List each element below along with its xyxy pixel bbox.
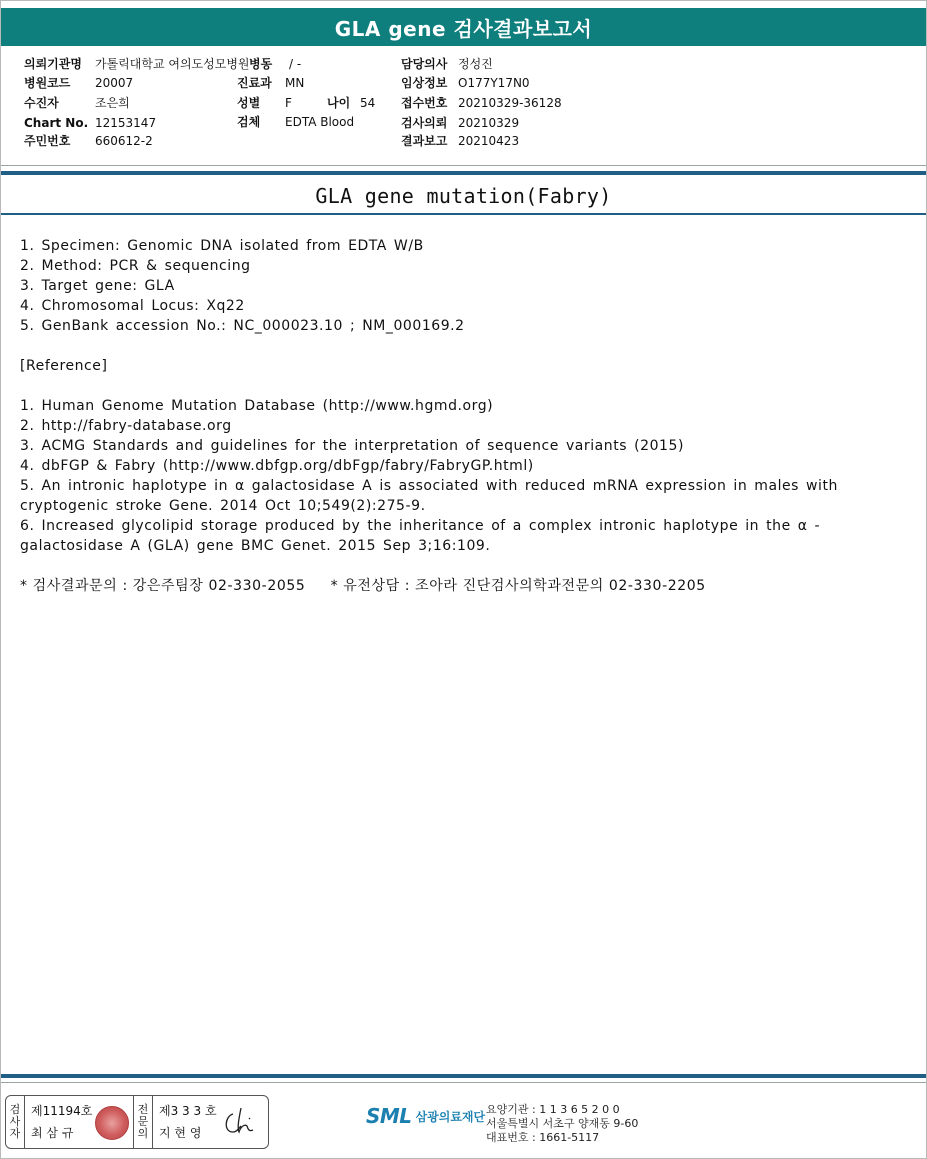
clinical-info-value: O177Y17N0 <box>458 76 530 90</box>
care-code: 요양기관 : 1 1 3 6 5 2 0 0 <box>486 1103 620 1116</box>
department-value: MN <box>285 76 305 90</box>
report-title: GLA gene 검사결과보고서 <box>1 8 926 46</box>
contact-info: * 검사결과문의 : 강은주팀장 02-330-2055 * 유전상담 : 조아라 진단검사의학과전문의 02-330-2205 <box>20 578 706 594</box>
method-line: 4. Chromosomal Locus: Xq22 <box>20 298 245 314</box>
footer-divider-thick <box>1 1074 926 1078</box>
receipt-no-value: 20210329-36128 <box>458 96 562 110</box>
seal-stamp-icon <box>95 1106 129 1140</box>
recipient-label: 수진자 <box>24 96 59 110</box>
spacer <box>20 336 900 356</box>
age-value: 54 <box>360 96 376 110</box>
header-divider-thick <box>1 171 926 175</box>
ward-value: / - <box>289 57 302 71</box>
chart-no-value: 12153147 <box>95 116 157 130</box>
institution-label: 의뢰기관명 <box>24 57 82 71</box>
method-line: 1. Specimen: Genomic DNA isolated from EDTA W/B <box>20 238 424 254</box>
recipient-value: 조은희 <box>95 96 130 110</box>
test-request-label: 검사의뢰 <box>401 116 448 130</box>
reference-heading: [Reference] <box>20 358 108 374</box>
org-phone: 대표번호 : 1661-5117 <box>486 1131 600 1144</box>
section-title: GLA gene mutation(Fabry) <box>315 184 612 208</box>
reviewer-vertical-label <box>133 1096 153 1148</box>
signature-box <box>5 1095 269 1149</box>
receipt-no-label: 접수번호 <box>401 96 448 110</box>
sml-logo-mark: SML <box>366 1104 412 1128</box>
inspector-vertical-label <box>6 1096 25 1148</box>
reference-item: 5. An intronic haplotype in α galactosidase A is associated with reduced mRNA expression in males with cryptogenic stroke Gene. 2014 Oct 10;549(2):275-9. <box>20 478 838 514</box>
clinical-info-label: 임상정보 <box>401 76 448 90</box>
inspector-label-char: 사 <box>9 1115 21 1128</box>
inspector-license: 제11194호 <box>31 1104 93 1118</box>
reviewer-label-char: 전 <box>137 1103 149 1116</box>
method-line: 2. Method: PCR & sequencing <box>20 258 251 274</box>
reference-item: 1. Human Genome Mutation Database (http://www.hgmd.org) <box>20 398 494 414</box>
org-name: 삼광의료재단 <box>415 1109 486 1124</box>
inspector-label-char: 자 <box>9 1127 21 1140</box>
result-report-label: 결과보고 <box>401 134 448 148</box>
test-request-value: 20210329 <box>458 116 520 130</box>
department-label: 진료과 <box>237 76 272 90</box>
reviewer-label-char: 의 <box>137 1127 149 1140</box>
hospital-code-label: 병원코드 <box>24 76 71 90</box>
report-body <box>20 236 900 556</box>
result-report-value: 20210423 <box>458 134 520 148</box>
spacer <box>20 376 900 396</box>
header-divider-thin <box>1 165 926 166</box>
institution-value: 가톨릭대학교 여의도성모병원 <box>95 57 250 71</box>
hospital-code-value: 20007 <box>95 76 134 90</box>
reviewer-license: 제3 3 3 호 <box>159 1104 217 1118</box>
inspector-label-char: 검 <box>9 1103 21 1116</box>
inspector-name: 최 삼 규 <box>31 1126 74 1140</box>
handwritten-signature-icon <box>219 1102 257 1142</box>
reviewer-cell <box>153 1096 219 1148</box>
inspector-cell <box>25 1096 93 1148</box>
resident-no-value: 660612-2 <box>95 134 153 148</box>
physician-value: 정성진 <box>458 57 493 71</box>
reference-item: 4. dbFGP & Fabry (http://www.dbfgp.org/dbFgp/fabry/FabryGP.html) <box>20 458 534 474</box>
specimen-value: EDTA Blood <box>285 115 355 129</box>
chart-no-label: Chart No. <box>24 116 89 130</box>
org-address: 서울특별시 서초구 양재동 9-60 <box>486 1117 639 1130</box>
ward-label: 병동 <box>249 57 273 71</box>
age-label: 나이 <box>327 96 351 110</box>
specimen-label: 검체 <box>237 115 261 129</box>
reviewer-label-char: 문 <box>137 1115 149 1128</box>
sex-label: 성별 <box>237 96 261 110</box>
sml-logo <box>366 1104 485 1128</box>
reference-item: 3. ACMG Standards and guidelines for the interpretation of sequence variants (2015) <box>20 438 684 454</box>
method-line: 5. GenBank accession No.: NC_000023.10 ; NM_000169.2 <box>20 318 465 334</box>
reviewer-name: 지 현 영 <box>159 1126 202 1140</box>
org-info <box>486 1103 638 1145</box>
resident-no-label: 주민번호 <box>24 134 71 148</box>
footer-divider-thin <box>1 1082 926 1083</box>
reference-item: 2. http://fabry-database.org <box>20 418 232 434</box>
sex-value: F <box>285 96 292 110</box>
physician-label: 담당의사 <box>401 57 448 71</box>
reference-item: 6. Increased glycolipid storage produced by the inheritance of a complex intronic haplotype in the α -galactosidase A (GLA) gene BMC Genet. 2015 Sep 3;16:109. <box>20 518 821 554</box>
section-divider <box>1 213 926 215</box>
method-line: 3. Target gene: GLA <box>20 278 175 294</box>
